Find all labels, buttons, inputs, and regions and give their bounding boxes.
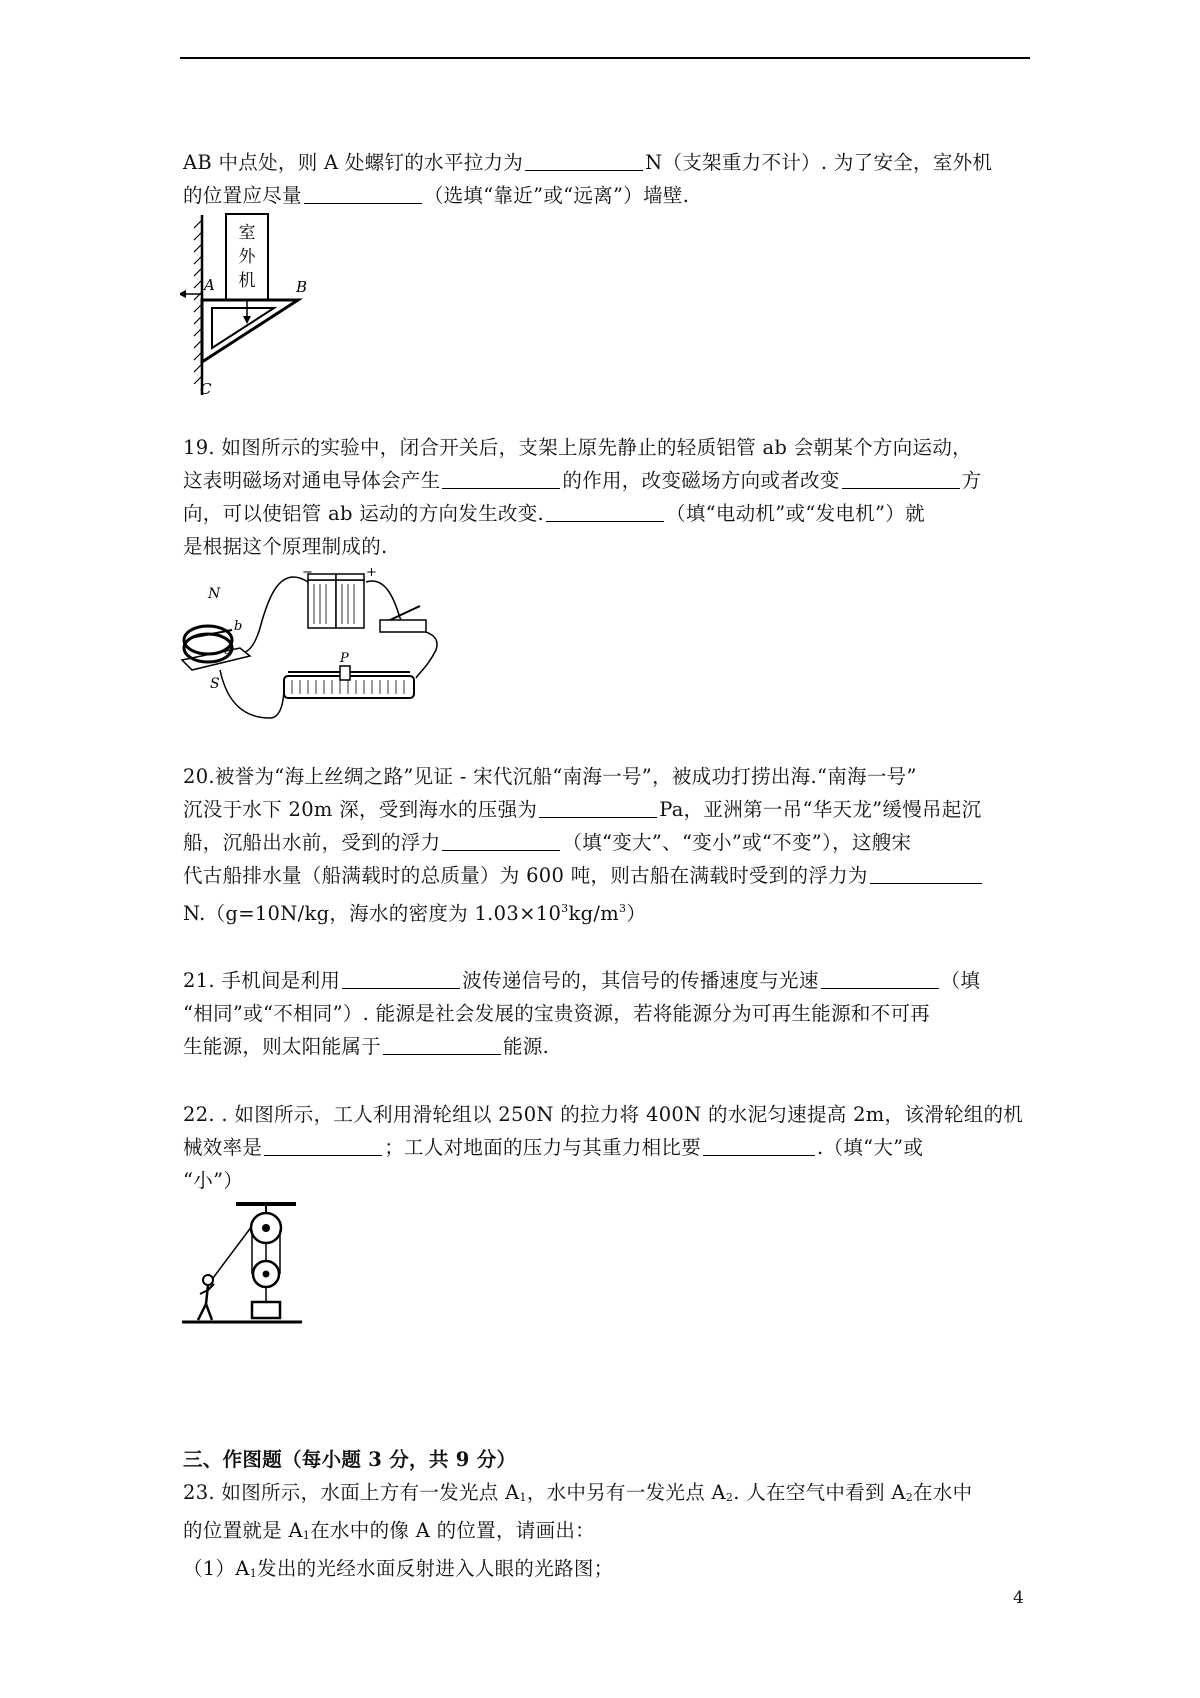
rod-end-b-label: b — [234, 619, 243, 634]
question-20-text — [183, 760, 1028, 930]
q23-line2-b: 在水中的像 A 的位置，请画出： — [310, 1519, 595, 1542]
q21-line1-a: 21. 手机间是利用 — [183, 969, 341, 992]
q19-line3-a: 向，可以使铝管 ab 运动的方向发生改变. — [183, 502, 545, 525]
q20-line4: 代古船排水量（船满载时的总质量）为 600 吨，则古船在满载时受到的浮力为 — [183, 864, 868, 887]
answer-blank — [546, 501, 664, 522]
answer-blank — [525, 150, 643, 171]
q21-line2: “相同”或“不相同”）. 能源是社会发展的宝贵资源，若将能源分为可再生能源和不可再 — [183, 1002, 931, 1025]
question-22-text — [183, 1098, 1028, 1197]
q20-line5-c: ） — [626, 902, 647, 925]
q19-diagram-motor-experiment — [180, 568, 455, 736]
q19-line2-c: 方 — [961, 469, 982, 492]
point-b-label: B — [296, 278, 308, 296]
q23-line1-c: . 人在空气中看到 A — [733, 1481, 906, 1504]
q22-diagram-pulley-system — [180, 1198, 315, 1333]
battery-plus-label: + — [366, 568, 377, 580]
q20-line3-a: 船，沉船出水前，受到的浮力 — [183, 831, 441, 854]
south-pole-label: S — [210, 676, 220, 692]
q20-line5-b: kg/m — [568, 902, 620, 925]
point-c-label: C — [200, 380, 212, 398]
q20-line3-b: （填“变大”、“变小”或“不变”），这艘宋 — [562, 831, 912, 854]
question-21-text — [183, 964, 1028, 1063]
q18-line2-b: （选填“靠近”或“远离”）墙壁. — [423, 184, 690, 207]
q23-line1-d: 在水中 — [913, 1481, 973, 1504]
q23-subscript: 2 — [905, 1491, 914, 1504]
q20-line1: 20.被誉为“海上丝绸之路”见证 - 宋代沉船“南海一号”，被成功打捞出海.“南海一号” — [183, 765, 917, 788]
battery-minus-label: − — [302, 568, 313, 580]
header-rule — [180, 57, 1030, 59]
rod-end-a-label: a — [224, 643, 232, 658]
q22-line2-a: 械效率是 — [183, 1136, 263, 1159]
q18-line1-b: N（支架重力不计）. 为了安全，室外机 — [645, 151, 993, 174]
q21-line3-a: 生能源，则太阳能属于 — [183, 1035, 382, 1058]
answer-blank — [342, 968, 460, 989]
q23-subscript: 2 — [725, 1491, 734, 1504]
q22-line1: 22. . 如图所示，工人利用滑轮组以 250N 的拉力将 400N 的水泥匀速提高 2m，该滑轮组的机 — [183, 1103, 1024, 1126]
answer-blank — [442, 830, 560, 851]
q23-line1-a: 23. 如图所示，水面上方有一发光点 A — [183, 1481, 520, 1504]
section-3-heading: 三、作图题（每小题 3 分，共 9 分） — [183, 1448, 517, 1471]
q23-line2-a: 的位置就是 A — [183, 1519, 303, 1542]
slider-p-label: P — [340, 651, 349, 666]
north-pole-label: N — [208, 586, 221, 602]
answer-blank — [383, 1034, 501, 1055]
q23-line1-b: ，水中另有一发光点 A — [526, 1481, 726, 1504]
q23-line3-a: （1）A — [183, 1557, 250, 1580]
q21-line1-c: （填 — [940, 969, 981, 992]
unit-label-2: 外 — [238, 247, 256, 267]
page-number: 4 — [1013, 1588, 1024, 1608]
answer-blank — [842, 468, 960, 489]
question-19-text — [183, 431, 1028, 563]
q22-line3: “小”） — [183, 1169, 244, 1192]
q19-line4: 是根据这个原理制成的. — [183, 535, 388, 558]
answer-blank — [870, 863, 982, 884]
q19-line1: 19. 如图所示的实验中，闭合开关后，支架上原先静止的轻质铝管 ab 会朝某个方向运动， — [183, 436, 972, 459]
q23-subscript: 1 — [249, 1567, 258, 1580]
unit-label-3: 机 — [238, 271, 256, 291]
q23-subscript: 1 — [519, 1491, 527, 1504]
point-a-label: A — [204, 276, 215, 294]
q20-exponent: 3 — [561, 902, 569, 915]
q21-line1-b: 波传递信号的，其信号的传播速度与光速 — [462, 969, 819, 992]
answer-blank — [703, 1135, 815, 1156]
q19-line2-b: 的作用，改变磁场方向或者改变 — [562, 469, 840, 492]
answer-blank — [539, 797, 657, 818]
question-23-text — [183, 1443, 1028, 1590]
q20-unit-exponent: 3 — [619, 902, 627, 915]
answer-blank — [442, 468, 560, 489]
q19-line2-a: 这表明磁场对通电导体会产生 — [183, 469, 441, 492]
answer-blank — [821, 968, 939, 989]
answer-blank — [264, 1135, 382, 1156]
question-18-text — [183, 146, 1028, 212]
q19-line3-b: （填“电动机”或“发电机”）就 — [666, 502, 925, 525]
unit-label-1: 室 — [238, 223, 256, 243]
answer-blank — [304, 183, 422, 204]
q22-line2-b: ；工人对地面的压力与其重力相比要 — [384, 1136, 702, 1159]
q21-line3-b: 能源. — [503, 1035, 550, 1058]
q22-line2-c: .（填“大”或 — [817, 1136, 924, 1159]
q23-subscript: 1 — [302, 1529, 311, 1542]
q18-line1-a: AB 中点处，则 A 处螺钉的水平拉力为 — [183, 151, 524, 174]
q18-diagram-air-conditioner-bracket — [180, 210, 360, 400]
q20-line2-a: 沉没于水下 20m 深，受到海水的压强为 — [183, 798, 538, 821]
q20-line5-a: N.（g=10N/kg，海水的密度为 1.03×10 — [183, 902, 562, 925]
q23-line3-b: 发出的光经水面反射进入人眼的光路图； — [257, 1557, 614, 1580]
q18-line2-a: 的位置应尽量 — [183, 184, 302, 207]
q20-line2-b: Pa，亚洲第一吊“华天龙”缓慢吊起沉 — [659, 798, 982, 821]
